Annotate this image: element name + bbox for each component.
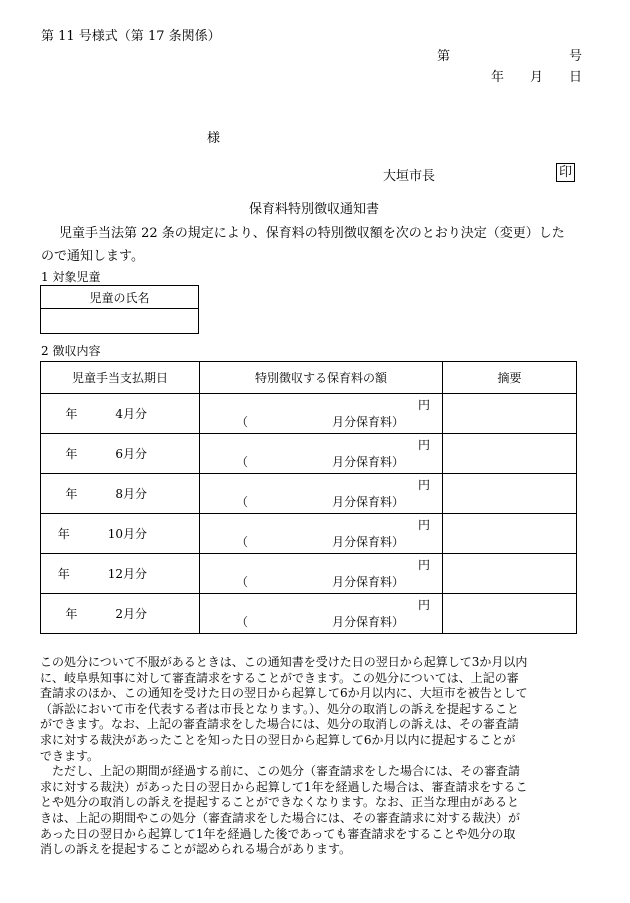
- remarks-cell: [443, 434, 577, 474]
- amount-cell: [200, 394, 443, 434]
- yen-label: 円: [417, 518, 430, 532]
- year-label: 年: [65, 607, 78, 621]
- payment-date-cell: [41, 434, 200, 474]
- mayor-name: 大垣市長: [383, 169, 436, 184]
- table-row: [41, 554, 577, 594]
- month-fee-label: 月分保育料）: [331, 615, 404, 629]
- month-fee-label: 月分保育料）: [331, 455, 404, 469]
- month-label: 2月分: [115, 607, 147, 621]
- notice-line: とや処分の取消しの訴えを提起することができなくなります。なお、正当な理由があると: [40, 795, 520, 810]
- month-fee-label: 月分保育料）: [331, 575, 404, 589]
- remarks-cell: [443, 594, 577, 634]
- appeal-notice: [40, 655, 585, 858]
- yen-label: 円: [417, 438, 430, 452]
- notice-line: 消しの訴えを提起することが認められる場合があります。: [40, 842, 352, 857]
- header-remarks: 摘要: [443, 362, 577, 394]
- notice-line: きは、上記の期間やこの処分（審査請求をした場合には、その審査請求に対する裁決）が: [40, 810, 521, 825]
- notice-line: あった日の翌日から起算して1年を経過した後であっても審査請求をすることや処分の取: [40, 826, 516, 841]
- year-label: 年: [57, 567, 70, 581]
- table-row: [41, 514, 577, 554]
- recipient-sama: 様: [207, 131, 221, 146]
- child-table: [40, 285, 199, 334]
- payment-date-cell: [41, 594, 200, 634]
- notice-line: できます。: [40, 748, 100, 763]
- month-label: 10月分: [107, 527, 147, 541]
- table-row: [41, 594, 577, 634]
- payment-date-cell: [41, 474, 200, 514]
- amount-cell: [200, 434, 443, 474]
- year-label: 年: [65, 447, 78, 461]
- month-fee-label: 月分保育料）: [331, 415, 404, 429]
- intro-line-2: ので通知します。: [41, 249, 144, 264]
- section1-heading: 1 対象児童: [41, 270, 101, 284]
- notice-line: ただし、上記の期間が経過する前に、この処分（審査請求をした場合には、その審査請: [40, 764, 521, 779]
- yen-label: 円: [417, 598, 430, 612]
- notice-line: この処分について不服があるときは、この通知書を受けた日の翌日から起算して3か月以内: [40, 655, 528, 669]
- paren-open: （: [236, 415, 249, 429]
- document-title: 保育料特別徴収通知書: [249, 202, 380, 217]
- notice-line: 求に対する裁決があったことを知った日の翌日から起算して6か月以内に提起することが: [40, 732, 516, 747]
- seal-mark: 印: [556, 163, 575, 182]
- table-row: [41, 474, 577, 514]
- table-row: [41, 434, 577, 474]
- date-month: 月: [530, 70, 544, 85]
- child-name-cell: [41, 309, 199, 334]
- month-label: 6月分: [115, 447, 147, 461]
- remarks-cell: [443, 474, 577, 514]
- remarks-cell: [443, 554, 577, 594]
- number-go: 号: [569, 49, 583, 64]
- paren-open: （: [236, 495, 249, 509]
- collection-table: [40, 361, 577, 634]
- notice-line: 査請求のほか、この通知を受けた日の翌日から起算して6か月以内に、大垣市を被告として: [40, 686, 528, 701]
- month-fee-label: 月分保育料）: [331, 535, 404, 549]
- yen-label: 円: [417, 478, 430, 492]
- year-label: 年: [65, 487, 78, 501]
- paren-open: （: [236, 615, 249, 629]
- notice-line: （訴訟において市を代表する者は市長となります。）、処分の取消しの訴えを提起すること: [40, 701, 520, 716]
- paren-open: （: [236, 535, 249, 549]
- month-label: 4月分: [115, 407, 147, 421]
- month-fee-label: 月分保育料）: [331, 495, 404, 509]
- amount-cell: [200, 514, 443, 554]
- month-label: 8月分: [115, 487, 147, 501]
- child-name-header: 児童の氏名: [41, 286, 199, 309]
- notice-line: 求に対する裁決）があった日の翌日から起算して1年を経過した場合は、審査請求をするこ: [40, 779, 528, 794]
- month-label: 12月分: [107, 567, 147, 581]
- form-number: 第 11 号様式（第 17 条関係）: [41, 29, 221, 44]
- date-day: 日: [569, 70, 583, 85]
- payment-date-cell: [41, 514, 200, 554]
- payment-date-cell: [41, 554, 200, 594]
- table-row: [41, 394, 577, 434]
- yen-label: 円: [417, 558, 430, 572]
- amount-cell: [200, 474, 443, 514]
- remarks-cell: [443, 394, 577, 434]
- amount-cell: [200, 554, 443, 594]
- intro-line-1: 児童手当法第 22 条の規定により、保育料の特別徴収額を次のとおり決定（変更）した: [59, 226, 565, 241]
- paren-open: （: [236, 455, 249, 469]
- amount-cell: [200, 594, 443, 634]
- yen-label: 円: [417, 398, 430, 412]
- remarks-cell: [443, 514, 577, 554]
- header-payment-date: 児童手当支払期日: [41, 362, 200, 394]
- paren-open: （: [236, 575, 249, 589]
- notice-line: に、岐阜県知事に対して審査請求をすることができます。この処分については、上記の審: [40, 670, 519, 685]
- date-year: 年: [491, 70, 505, 85]
- header-amount: 特別徴収する保育料の額: [200, 362, 443, 394]
- notice-line: ができます。なお、上記の審査請求をした場合には、処分の取消しの訴えは、その審査請: [40, 717, 520, 732]
- year-label: 年: [65, 407, 78, 421]
- payment-date-cell: [41, 394, 200, 434]
- year-label: 年: [57, 527, 70, 541]
- section2-heading: 2 徴収内容: [41, 344, 101, 358]
- number-dai: 第: [437, 49, 451, 64]
